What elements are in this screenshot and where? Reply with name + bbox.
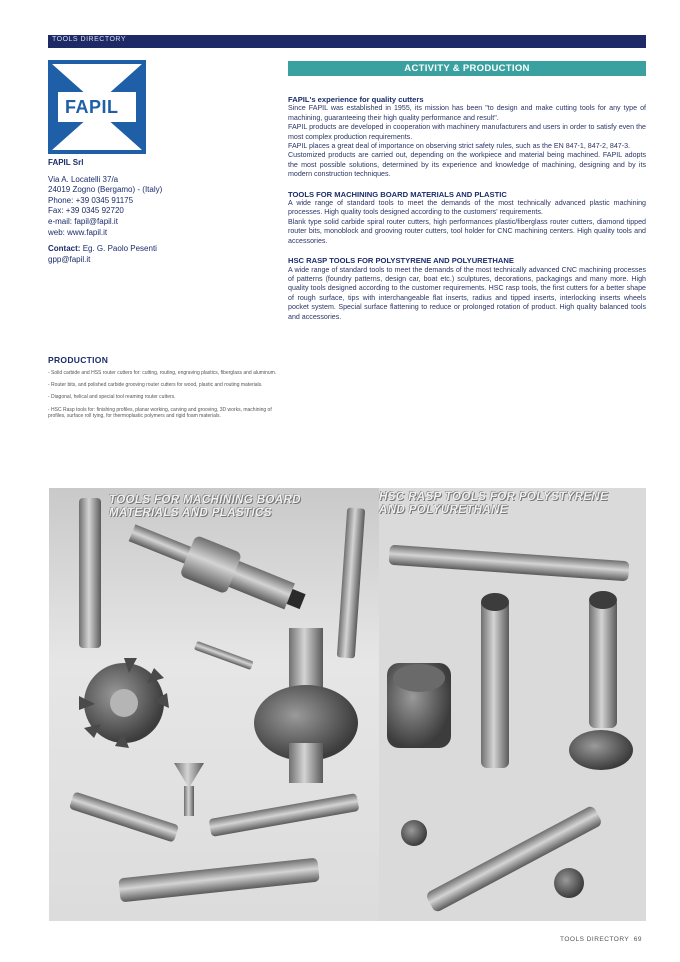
- contact-person: [48, 244, 228, 255]
- contact-email-link[interactable]: gpp@fapil.it: [48, 254, 91, 264]
- contact-name: Eg. G. Paolo Pesenti: [82, 244, 157, 254]
- website-link[interactable]: web: www.fapil.it: [48, 227, 108, 237]
- tools-illustration: [49, 488, 646, 921]
- address-line-2: 24019 Zogno (Bergamo) - (Italy): [48, 185, 163, 195]
- section-header-bar: [48, 35, 646, 48]
- page-number: 69: [633, 936, 643, 943]
- title-line: AND POLYURETHANE: [379, 504, 508, 516]
- email-link[interactable]: e-mail: fapil@fapil.it: [48, 216, 118, 226]
- section-title: TOOLS FOR MACHINING BOARD MATERIALS AND PLASTIC: [288, 189, 507, 199]
- sentence: Blank type solid carbide spiral router cutters, high performances plastic/fiberglass router cutters, diamond tipped router bits, monoblock and grooving router cutters, tool holder for CNC machining centers. High quality tools and accessories.: [288, 217, 646, 245]
- section-label: TOOLS DIRECTORY: [52, 36, 127, 43]
- production-item: - Diagonal, helical and special tool reaming router cutters.: [48, 394, 176, 401]
- product-photo: [49, 488, 646, 921]
- sentence: Since FAPIL was established in 1955, its mission has been "to design and make cutting tools for any type of machining, guaranteeing their high quality performance and result".: [288, 104, 646, 122]
- company-name: FAPIL Srl: [48, 158, 84, 167]
- production-item: - Solid carbide and HSS router cutters for: cutting, routing, engraving plastics, fiberglass and aluminum.: [48, 370, 277, 376]
- section-title: FAPIL's experience for quality cutters: [288, 95, 424, 104]
- sentence: A wide range of standard tools to meet the demands of the most technically advanced plastic machining processes. High quality tools designed according to the customers' requirements.: [288, 199, 646, 217]
- production-item: - Router bits, and polished carbide grooving router cutters for wood, plastic and routing materials.: [48, 382, 263, 389]
- photo-title-rasp-tools: [379, 491, 608, 517]
- contact-block: [48, 158, 228, 265]
- title-line: MATERIALS AND PLASTICS: [109, 507, 272, 519]
- section-title: HSC RASP TOOLS FOR POLYSTYRENE AND POLYURETHANE: [288, 256, 514, 266]
- phone: Phone: +39 0345 91175: [48, 195, 134, 205]
- page-footer: [560, 936, 642, 943]
- production-block: [48, 355, 280, 425]
- router-cutter-shape: [79, 498, 101, 648]
- footer-label: TOOLS DIRECTORY: [560, 936, 630, 943]
- sentence: FAPIL products are developed in cooperation with machinery manufacturers and users in order to satisfy even the most complex production requirements.: [288, 123, 646, 141]
- sentence: FAPIL places a great deal of importance on observing strict safety rules, such as the EN 847-1, 847-2, 847-3.: [288, 142, 630, 151]
- activity-article: [288, 95, 646, 332]
- logo-wordmark: FAPIL: [65, 97, 119, 117]
- contact-label: Contact:: [48, 244, 81, 254]
- title-line: HSC RASP TOOLS FOR POLYSTYRENE: [379, 491, 609, 503]
- activity-header: ACTIVITY & PRODUCTION: [288, 61, 646, 76]
- paragraph: [288, 104, 646, 179]
- fax: Fax: +39 0345 92720: [48, 206, 124, 216]
- sentence: Customized products are carried out, depending on the workpiece and material being machined. FAPIL adopts the most possible solutions, determined by its experience and knowledge of machining, designing and by its modern construction techniques.: [288, 151, 646, 179]
- production-title: PRODUCTION: [48, 355, 109, 365]
- photo-title-board-materials: [109, 494, 301, 520]
- paragraph: A wide range of standard tools to meet the demands of the most technically advanced CNC machining processes of patterns (foundry patterns, design car, boat etc.) sculptures, decorations, packagings and many more. High quality tools designed according to the customer requirements. HSC rasp tools, the first cutters for a better shape of rough surface, tips with interchangeable flat inserts, radius and tipped inserts, interlocking inserts wheels pocket system. Special surface flattening to reduce or prolonged rotation of product. High quality balanced tools and accessories.: [288, 265, 646, 321]
- title-line: TOOLS FOR MACHINING BOARD: [109, 494, 301, 506]
- paragraph: [288, 199, 646, 246]
- fapil-logo: [48, 60, 146, 154]
- production-item: - HSC Rasp tools for: finishing profiles, planar working, carving and grooving, 3D works, machining of profiles, surface roll tying, for thermoplastic polymers and rigid foam materials.: [48, 406, 272, 419]
- address-line-1: Via A. Locatelli 37/a: [48, 174, 119, 184]
